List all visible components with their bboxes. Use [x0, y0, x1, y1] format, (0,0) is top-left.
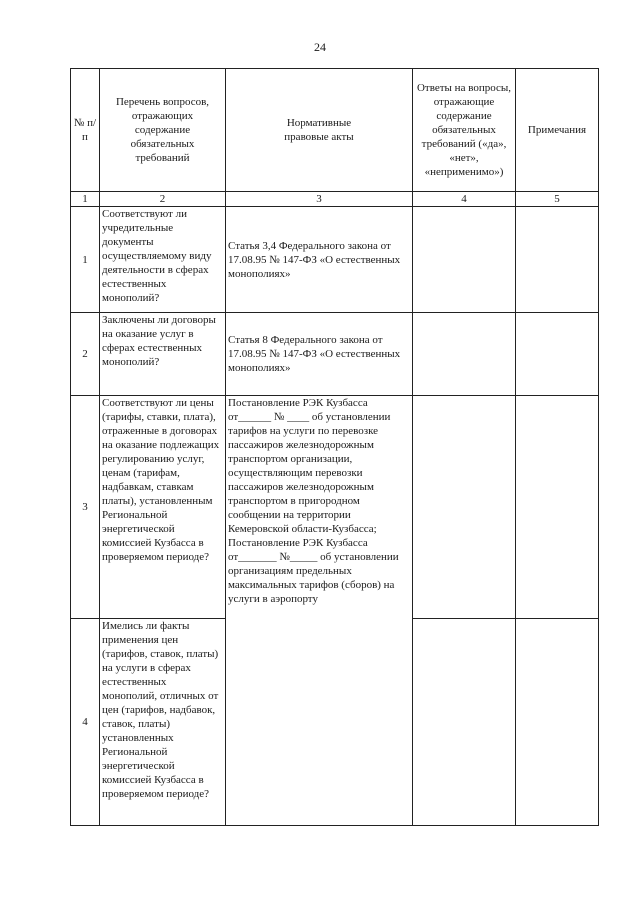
- row-answer-cell[interactable]: [413, 396, 516, 619]
- row-note-cell[interactable]: [516, 619, 599, 826]
- column-number-row: [71, 192, 599, 207]
- header-number: № п/п: [71, 69, 100, 192]
- table-row: [71, 396, 599, 619]
- row-answer-cell[interactable]: [413, 207, 516, 313]
- row-question: Имелись ли факты применения цен (тарифов, ставок, платы) на услуги в сферах естественных монополий, отличных от цен (тарифов, надбавок, ставок, платы) установленных Региональной энергетической комиссией Кузбасса в проверяемом периоде?: [100, 619, 226, 826]
- row-question: Заключены ли договоры на оказание услуг в сферах естественных монополий?: [100, 313, 226, 396]
- row-number: 4: [71, 619, 100, 826]
- table-header-row: [71, 69, 599, 192]
- row-number: 1: [71, 207, 100, 313]
- row-answer-cell[interactable]: [413, 313, 516, 396]
- column-number: 1: [71, 192, 100, 207]
- row-note-cell[interactable]: [516, 207, 599, 313]
- row-legal-act: Статья 8 Федерального закона от 17.08.95 № 147-ФЗ «О естественных монополиях»: [226, 313, 413, 396]
- column-number: 2: [100, 192, 226, 207]
- header-answers: Ответы на вопросы, отражающие содержание обязательных требований («да», «нет», «неприменимо»): [413, 69, 516, 192]
- row-question: Соответствуют ли цены (тарифы, ставки, плата), отраженные в договорах на оказание подлежащих регулированию услуг, ценам (тарифам, надбавкам, ставкам платы), установленным Региональной энергетической комиссией Кузбасса в проверяемом периоде?: [100, 396, 226, 619]
- column-number: 5: [516, 192, 599, 207]
- row-number: 2: [71, 313, 100, 396]
- page-number: 24: [314, 40, 326, 54]
- table-row: [71, 207, 599, 313]
- row-question: Соответствуют ли учредительные документы осуществляемому виду деятельности в сферах естественных монополий?: [100, 207, 226, 313]
- row-note-cell[interactable]: [516, 396, 599, 619]
- column-number: 3: [226, 192, 413, 207]
- shared-legal-act: Постановление РЭК Кузбасса от______ № ____ об установлении тарифов на услуги по перевозке пассажиров железнодорожным транспортом организации, осуществляющим перевозки пассажиров железнодорожным транспортом в пригородном сообщении на территории Кемеровской области-Кузбасса; Постановление РЭК Кузбасса от_______ №_____ об установлении организациям предельных максимальных тарифов (сборов) на услуги в аэропорту: [226, 396, 413, 826]
- checklist-table: [70, 68, 599, 826]
- row-legal-act: Статья 3,4 Федерального закона от 17.08.95 № 147-ФЗ «О естественных монополиях»: [226, 207, 413, 313]
- row-number: 3: [71, 396, 100, 619]
- table-row: [71, 313, 599, 396]
- column-number: 4: [413, 192, 516, 207]
- row-note-cell[interactable]: [516, 313, 599, 396]
- header-notes: Примечания: [516, 69, 599, 192]
- header-legal-acts: Нормативные правовые акты: [226, 69, 413, 192]
- header-questions: Перечень вопросов, отражающих содержание обязательных требований: [100, 69, 226, 192]
- row-answer-cell[interactable]: [413, 619, 516, 826]
